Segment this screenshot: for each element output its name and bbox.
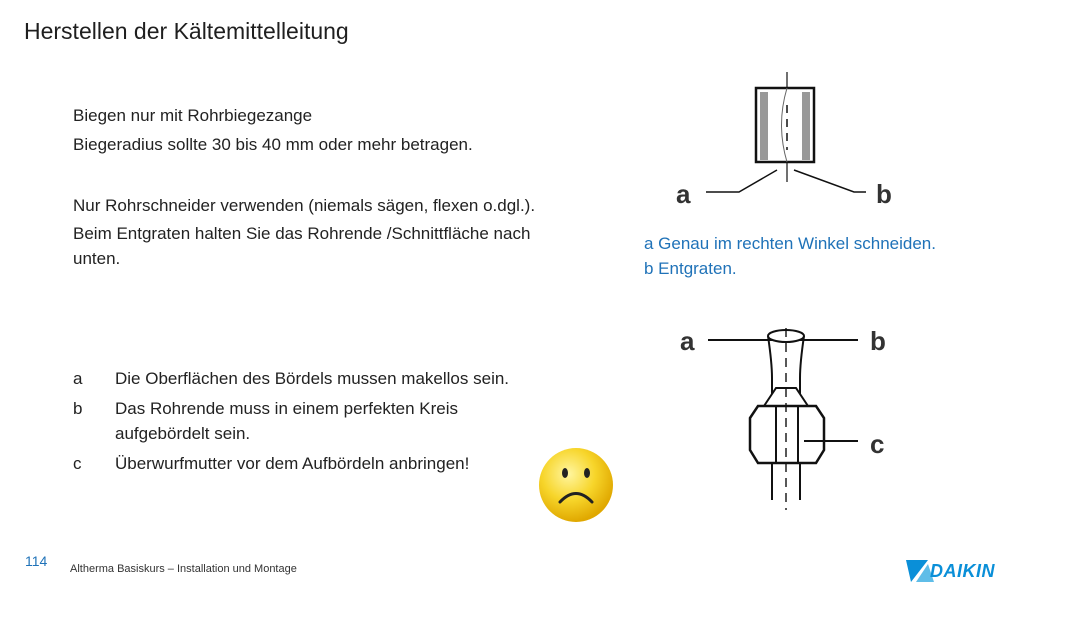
list-key: b (73, 399, 83, 418)
figure-label-a: a (676, 179, 691, 209)
pipe-cut-diagram (664, 70, 904, 215)
list-item (73, 451, 535, 476)
instruction-line: Biegeradius sollte 30 bis 40 mm oder mehr betragen. (73, 135, 473, 154)
bending-instructions (73, 101, 473, 159)
list-key: a (73, 369, 83, 388)
flare-nut (750, 406, 824, 463)
note-b: b Entgraten. (644, 259, 737, 278)
list-key: c (73, 454, 82, 473)
figure-label-a: a (680, 326, 695, 356)
pipe-wall (802, 92, 810, 160)
figure-label-b: b (876, 179, 892, 209)
list-text: Das Rohrende muss in einem perfekten Kreis aufgebördelt sein. (115, 399, 458, 443)
sad-face-icon (536, 445, 616, 525)
list-item (73, 396, 535, 446)
note-a: a Genau im rechten Winkel schneiden. (644, 234, 936, 253)
instruction-line: unten. (73, 249, 121, 268)
flare-requirements-list (73, 366, 535, 481)
leader-line-a (706, 170, 777, 192)
instruction-line: Nur Rohrschneider verwenden (niemals sägen, flexen o.dgl.). (73, 196, 536, 215)
slide-title: Herstellen der Kältemittelleitung (24, 18, 349, 44)
daikin-logo-text: DAIKIN (930, 561, 995, 581)
list-text: Überwurfmutter vor dem Aufbördeln anbringen! (115, 454, 470, 473)
flare-nut-diagram (664, 318, 904, 513)
daikin-logo (906, 558, 1026, 584)
figure-notes (644, 231, 936, 281)
figure-label-b: b (870, 326, 886, 356)
instruction-line: Biegen nur mit Rohrbiegezange (73, 106, 313, 125)
list-item (73, 366, 535, 391)
pipe-wall (760, 92, 768, 160)
instruction-line: Beim Entgraten halten Sie das Rohrende /Schnittfläche nach (73, 224, 531, 243)
course-title: Altherma Basiskurs – Installation und Montage (70, 563, 297, 575)
figure-label-c: c (870, 429, 885, 459)
list-text: Die Oberflächen des Bördels mussen makellos sein. (115, 369, 510, 388)
page-number: 114 (25, 553, 48, 569)
cutting-instructions (73, 191, 535, 270)
leader-line-b (794, 170, 866, 192)
